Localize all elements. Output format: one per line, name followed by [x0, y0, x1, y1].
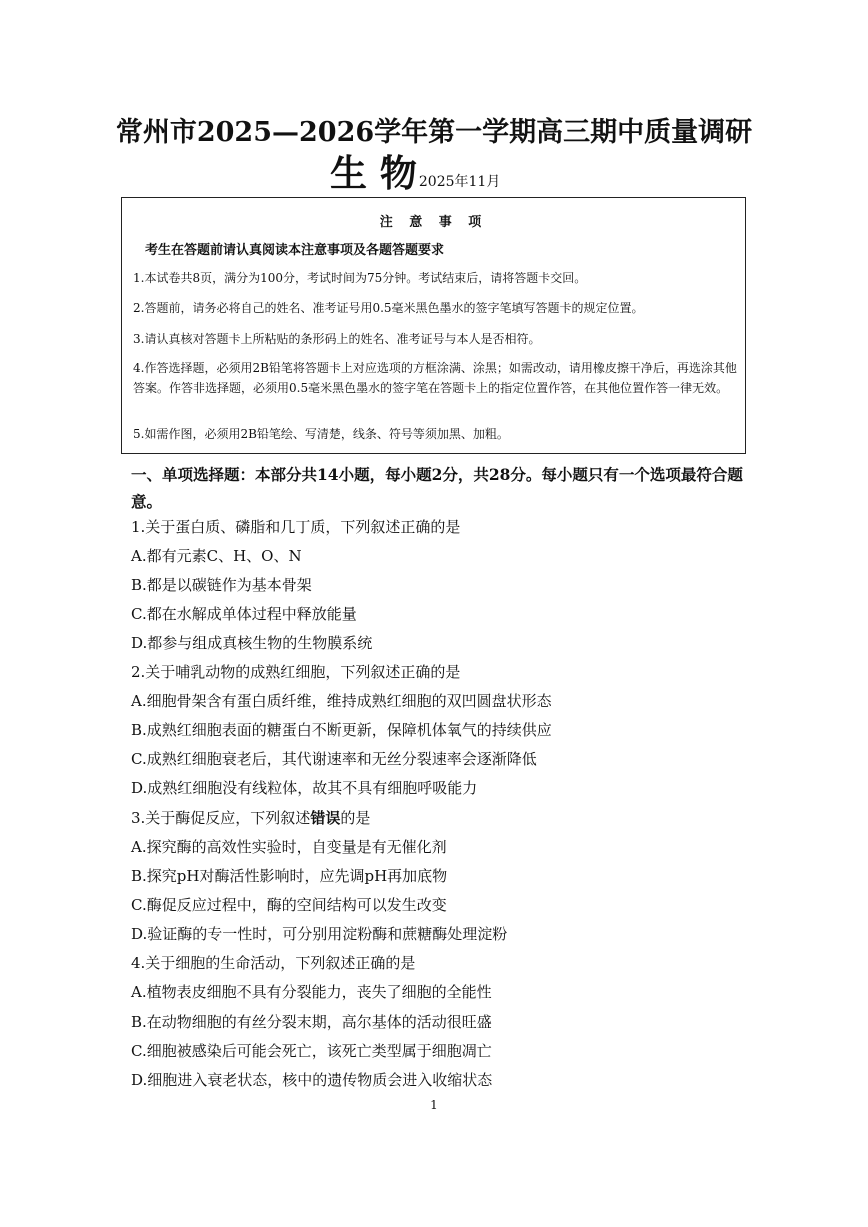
- question-option: A.细胞骨架含有蛋白质纤维，维持成熟红细胞的双凹圆盘状形态: [131, 692, 552, 710]
- question-option: B.成熟红细胞表面的糖蛋白不断更新，保障机体氧气的持续供应: [131, 721, 552, 739]
- question-option: B.在动物细胞的有丝分裂末期，高尔基体的活动很旺盛: [131, 1013, 492, 1031]
- question-option: C.细胞被感染后可能会死亡，该死亡类型属于细胞凋亡: [131, 1042, 492, 1060]
- notice-box: [121, 197, 746, 454]
- subject-row: [330, 143, 500, 197]
- notice-item: 1.本试卷共8页，满分为100分，考试时间为75分钟。考试结束后，请将答题卡交回。: [133, 271, 587, 285]
- question-stem: 2.关于哺乳动物的成熟红细胞，下列叙述正确的是: [131, 663, 461, 681]
- question-stem-text: 3.关于酶促反应，下列叙述: [131, 809, 311, 827]
- question-option: C.成熟红细胞衰老后，其代谢速率和无丝分裂速率会逐渐降低: [131, 750, 537, 768]
- question-option: D.细胞进入衰老状态，核中的遗传物质会进入收缩状态: [131, 1071, 493, 1089]
- notice-requirement: 考生在答题前请认真阅读本注意事项及各题答题要求: [145, 243, 445, 258]
- question-option: C.酶促反应过程中，酶的空间结构可以发生改变: [131, 896, 447, 914]
- question-stem-text: 的是: [340, 809, 371, 827]
- question-option: C.都在水解成单体过程中释放能量: [131, 605, 357, 623]
- emphasis-word: 错误: [310, 809, 341, 827]
- notice-title: 注 意 事 项: [379, 215, 488, 230]
- question-option: A.都有元素C、H、O、N: [131, 547, 302, 565]
- notice-item: 3.请认真核对答题卡上所粘贴的条形码上的姓名、准考证号与本人是否相符。: [133, 332, 541, 346]
- question-option: B.都是以碳链作为基本骨架: [131, 576, 312, 594]
- exam-title: 常州市2025—2026学年第一学期高三期中质量调研: [115, 117, 753, 148]
- subject-name: 生 物: [330, 151, 417, 195]
- question-option: A.植物表皮细胞不具有分裂能力，丧失了细胞的全能性: [131, 983, 492, 1001]
- page-number: 1: [430, 1098, 438, 1112]
- question-option: D.验证酶的专一性时，可分别用淀粉酶和蔗糖酶处理淀粉: [131, 925, 508, 943]
- question-stem: 1.关于蛋白质、磷脂和几丁质，下列叙述正确的是: [131, 518, 461, 536]
- exam-date: 2025年11月: [418, 174, 501, 190]
- question-option: A.探究酶的高效性实验时，自变量是有无催化剂: [131, 838, 447, 856]
- section-heading: 一、单项选择题：本部分共14小题，每小题2分，共28分。每小题只有一个选项最符合题意。: [131, 465, 743, 511]
- notice-item: 2.答题前，请务必将自己的姓名、准考证号用0.5毫米黑色墨水的签字笔填写答题卡的规定位置。: [133, 301, 644, 315]
- notice-item: 4.作答选择题，必须用2B铅笔将答题卡上对应选项的方框涂满、涂黑；如需改动，请用橡皮擦干净后，再选涂其他答案。作答非选择题，必须用0.5毫米黑色墨水的签字笔在答题卡上的指定位置作答，在其他位置作答一律无效。: [133, 361, 737, 395]
- question-option: B.探究pH对酶活性影响时，应先调pH再加底物: [131, 867, 448, 885]
- notice-item: 5.如需作图，必须用2B铅笔绘、写清楚，线条、符号等须加黑、加粗。: [133, 427, 509, 441]
- question-option: D.都参与组成真核生物的生物膜系统: [131, 634, 373, 652]
- question-option: D.成熟红细胞没有线粒体，故其不具有细胞呼吸能力: [131, 779, 478, 797]
- question-stem: 4.关于细胞的生命活动，下列叙述正确的是: [131, 954, 416, 972]
- question-stem: [131, 807, 370, 828]
